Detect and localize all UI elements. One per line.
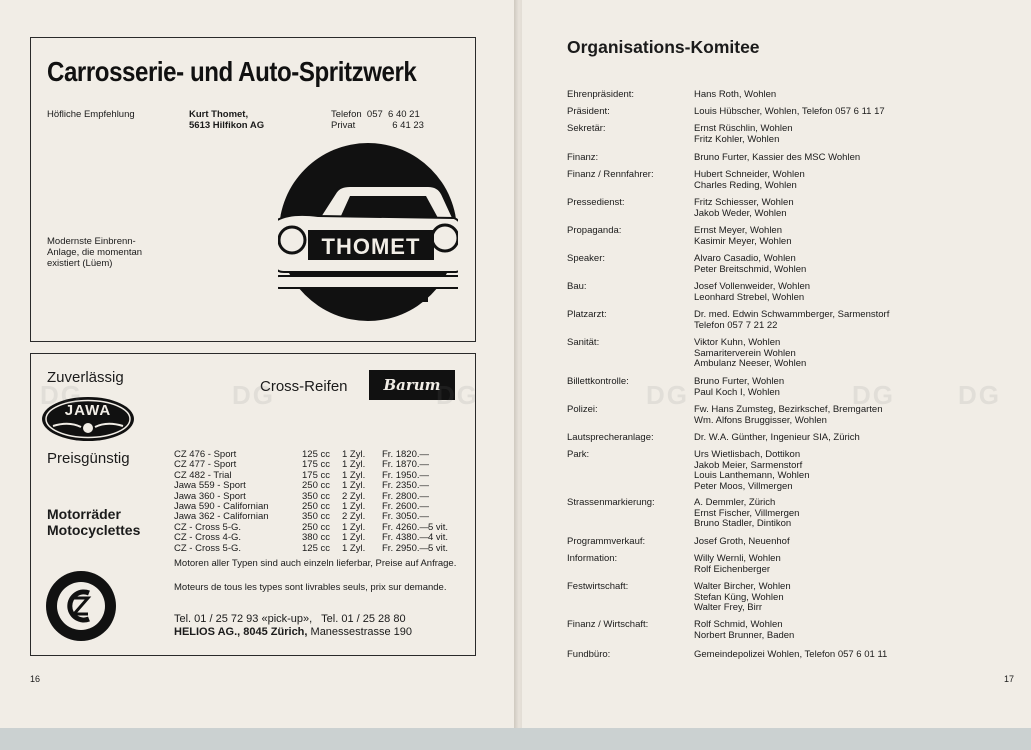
engine-size: 250 cc — [302, 480, 330, 492]
price: Fr. 2350.— — [382, 480, 429, 492]
member-name: Leonhard Strebel, Wohlen — [694, 291, 805, 303]
model-name: Jawa 559 - Sport — [174, 480, 246, 492]
left-page — [0, 0, 518, 728]
member-name: Rolf Schmid, Wohlen — [694, 619, 783, 630]
member-name: Alvaro Casadio, Wohlen — [694, 253, 796, 264]
jawa-advertisement — [30, 353, 476, 656]
price: Fr. 4260.— — [382, 521, 429, 533]
car-logo-illustration — [278, 142, 458, 322]
watermark: DG — [958, 380, 1001, 410]
member-name: Dr. W.A. Günther, Ingenieur SIA, Zürich — [694, 432, 860, 443]
committee-members — [694, 254, 806, 275]
cylinders: 1 Zyl. — [342, 480, 366, 492]
side-note-line: Modernste Einbrenn- — [47, 236, 136, 247]
address-line — [174, 626, 412, 639]
member-name: Viktor Kuhn, Wohlen — [694, 337, 781, 348]
member-name: Peter Breitschmid, Wohlen — [694, 263, 807, 275]
member-name: Wm. Alfons Bruggisser, Wohlen — [694, 414, 827, 426]
model-name: CZ 477 - Sport — [174, 459, 237, 471]
telephone-line: Tel. 01 / 25 72 93 «pick-up», Tel. 01 / 25 28 80 — [174, 613, 406, 625]
committee-members — [694, 124, 793, 145]
committee-role: Programmverkauf: — [567, 536, 646, 547]
member-name: Urs Wietlisbach, Dottikon — [694, 449, 801, 460]
member-name: Gemeindepolizei Wohlen, Telefon 057 6 01 11 — [694, 649, 888, 660]
committee-members — [694, 377, 784, 398]
watermark: DG — [40, 380, 83, 410]
gears — [428, 450, 458, 460]
member-name: Charles Reding, Wohlen — [694, 179, 797, 191]
member-name: Samariterverein Wohlen — [694, 347, 796, 359]
member-name: Bruno Furter, Wohlen — [694, 376, 785, 387]
cylinders: 2 Zyl. — [342, 511, 366, 523]
barum-logo: Barum — [369, 370, 455, 400]
cylinders: 1 Zyl. — [342, 501, 366, 513]
engine-size: 350 cc — [302, 511, 330, 523]
thomet-advertisement — [30, 37, 476, 342]
committee-role: Propaganda: — [567, 225, 622, 236]
private-phone-line: Privat 6 41 23 — [331, 120, 424, 131]
member-name: Bruno Stadler, Dintikon — [694, 518, 792, 530]
scan-background — [0, 728, 1031, 750]
committee-members — [694, 537, 790, 548]
member-name: Walter Bircher, Wohlen — [694, 581, 791, 592]
committee-members — [694, 90, 776, 101]
model-name: Jawa 362 - Californian — [174, 511, 269, 523]
cz-logo — [45, 570, 117, 642]
member-name: Peter Moos, Villmergen — [694, 480, 793, 492]
member-name: Walter Frey, Birr — [694, 602, 763, 614]
gears — [428, 492, 458, 502]
watermark: DG — [646, 380, 689, 410]
committee-role: Finanz: — [567, 152, 599, 163]
watermark: DG — [436, 380, 479, 410]
committee-role: Billettkontrolle: — [567, 376, 629, 387]
gears — [428, 481, 458, 491]
member-name: Willy Wernli, Wohlen — [694, 553, 781, 564]
member-name: Ambulanz Neeser, Wohlen — [694, 358, 807, 370]
model-row — [174, 544, 458, 554]
committee-role: Pressedienst: — [567, 197, 625, 208]
committee-role: Park: — [567, 449, 590, 460]
member-name: Rolf Eichenberger — [694, 563, 771, 575]
member-name: Telefon 057 7 21 22 — [694, 319, 778, 331]
price: Fr. 1820.— — [382, 449, 429, 460]
committee-members — [694, 433, 860, 444]
member-name: Jakob Weder, Wohlen — [694, 207, 787, 219]
member-name: A. Demmler, Zürich — [694, 497, 776, 508]
model-name: CZ 482 - Trial — [174, 469, 232, 481]
committee-role: Sanität: — [567, 337, 600, 348]
watermark: DG — [232, 380, 275, 410]
jawa-brand-text: JAWA — [64, 402, 112, 419]
committee-role: Präsident: — [567, 106, 610, 117]
committee-role: Sekretär: — [567, 123, 606, 134]
tagline-affordable: Preisgünstig — [47, 450, 130, 467]
cylinders: 1 Zyl. — [342, 532, 366, 544]
committee-role: Finanz / Wirtschaft: — [567, 619, 649, 630]
member-name: Kasimir Meyer, Wohlen — [694, 235, 792, 247]
member-name: Ernst Fischer, Villmergen — [694, 507, 800, 519]
phone-line: Telefon 057 6 40 21 — [331, 109, 420, 120]
page-number-right: 17 — [1004, 674, 1015, 684]
committee-role: Platzarzt: — [567, 309, 607, 320]
committee-members — [694, 107, 885, 118]
gears: 4 vit. — [428, 532, 449, 544]
gears — [428, 471, 458, 481]
gears — [428, 460, 458, 470]
motorcycle-heading — [47, 506, 140, 538]
member-name: Ernst Rüschlin, Wohlen — [694, 123, 793, 134]
price: Fr. 2950.— — [382, 542, 429, 554]
member-name: Dr. med. Edwin Schwammberger, Sarmenstorf — [694, 309, 890, 320]
committee-role: Lautsprecheranlage: — [567, 432, 654, 443]
cylinders: 2 Zyl. — [342, 490, 366, 502]
cylinders: 1 Zyl. — [342, 449, 366, 460]
price: Fr. 4380.— — [382, 532, 429, 544]
greeting-text: Höfliche Empfehlung — [47, 109, 135, 120]
member-name: Jakob Meier, Sarmenstorf — [694, 459, 803, 471]
heading-german: Motorräder — [47, 506, 121, 522]
committee-members — [694, 226, 792, 247]
committee-members — [694, 582, 791, 614]
company-name: HELIOS AG., 8045 Zürich, — [174, 626, 308, 638]
jawa-logo — [41, 395, 135, 443]
committee-members — [694, 554, 781, 575]
price: Fr. 1950.— — [382, 469, 429, 481]
model-name: Jawa 590 - Californian — [174, 501, 269, 513]
committee-members — [694, 405, 882, 426]
engines-note-german: Motoren aller Typen sind auch einzeln lieferbar, Preise auf Anfrage. — [174, 558, 457, 569]
price: Fr. 2800.— — [382, 490, 429, 502]
committee-role: Festwirtschaft: — [567, 581, 629, 592]
engine-size: 380 cc — [302, 532, 330, 544]
cylinders: 1 Zyl. — [342, 469, 366, 481]
model-price-list — [174, 450, 458, 554]
member-name: Louis Hübscher, Wohlen, Telefon 057 6 11 17 — [694, 106, 885, 117]
member-name: Louis Lanthemann, Wohlen — [694, 470, 810, 482]
page-title: Organisations-Komitee — [567, 37, 760, 57]
committee-members — [694, 153, 860, 164]
member-name: Fritz Schiesser, Wohlen — [694, 197, 794, 208]
watermark: DG — [852, 380, 895, 410]
price: Fr. 3050.— — [382, 511, 429, 523]
member-name: Hans Roth, Wohlen — [694, 89, 777, 100]
committee-members — [694, 338, 806, 370]
side-note-line: existiert (Lüem) — [47, 258, 113, 269]
committee-members — [694, 282, 810, 303]
member-name: Fw. Hans Zumsteg, Bezirkschef, Bremgarten — [694, 404, 883, 415]
committee-role: Ehrenpräsident: — [567, 89, 635, 100]
committee-members — [694, 498, 799, 530]
committee-members — [694, 198, 794, 219]
model-name: CZ - Cross 5-G. — [174, 542, 242, 554]
engines-note-french: Moteurs de tous les types sont livrables seuls, prix sur demande. — [174, 582, 447, 593]
cylinders: 1 Zyl. — [342, 542, 366, 554]
committee-role: Finanz / Rennfahrer: — [567, 169, 654, 180]
engine-size: 125 cc — [302, 449, 330, 460]
member-name: Ernst Meyer, Wohlen — [694, 225, 783, 236]
member-name: Josef Vollenweider, Wohlen — [694, 281, 811, 292]
gears: 5 vit. — [428, 542, 449, 554]
engine-size: 175 cc — [302, 459, 330, 471]
engine-size: 350 cc — [302, 490, 330, 502]
model-name: Jawa 360 - Sport — [174, 490, 246, 502]
model-name: CZ - Cross 4-G. — [174, 532, 242, 544]
gears — [428, 502, 458, 512]
committee-role: Information: — [567, 553, 618, 564]
tagline-reliable: Zuverlässig — [47, 369, 124, 386]
member-name: Josef Groth, Neuenhof — [694, 536, 790, 547]
contact-name: Kurt Thomet, — [189, 109, 249, 120]
member-name: Stefan Küng, Wohlen — [694, 591, 784, 603]
committee-role: Polizei: — [567, 404, 598, 415]
price: Fr. 2600.— — [382, 501, 429, 513]
heading-french: Motocyclettes — [47, 522, 141, 538]
member-name: Hubert Schneider, Wohlen — [694, 169, 805, 180]
thomet-headline: Carrosserie- und Auto-Spritzwerk — [47, 56, 417, 87]
contact-city: 5613 Hilfikon AG — [189, 120, 265, 131]
price: Fr. 1870.— — [382, 459, 429, 471]
model-name: CZ - Cross 5-G. — [174, 521, 242, 533]
street-address: Manessestrasse 190 — [307, 626, 413, 638]
committee-members — [694, 450, 810, 492]
cylinders: 1 Zyl. — [342, 459, 366, 471]
right-page — [522, 0, 1031, 728]
member-name: Bruno Furter, Kassier des MSC Wohlen — [694, 152, 861, 163]
cylinders: 1 Zyl. — [342, 521, 366, 533]
committee-members — [694, 620, 794, 641]
member-name: Paul Koch I, Wohlen — [694, 386, 780, 398]
committee-role: Strassenmarkierung: — [567, 497, 655, 508]
committee-members — [694, 170, 805, 191]
committee-members — [694, 650, 887, 661]
engine-size: 250 cc — [302, 521, 330, 533]
engine-size: 175 cc — [302, 469, 330, 481]
model-name: CZ 476 - Sport — [174, 449, 237, 460]
committee-members — [694, 310, 889, 331]
thomet-logo-text: THOMET — [321, 234, 421, 259]
page-number-left: 16 — [30, 674, 41, 684]
member-name: Norbert Brunner, Baden — [694, 629, 795, 641]
committee-role: Bau: — [567, 281, 587, 292]
committee-role: Speaker: — [567, 253, 606, 264]
engine-size: 125 cc — [302, 542, 330, 554]
member-name: Fritz Kohler, Wohlen — [694, 133, 780, 145]
engine-size: 250 cc — [302, 501, 330, 513]
gears: 5 vit. — [428, 521, 449, 533]
side-note-line: Anlage, die momentan — [47, 247, 143, 258]
committee-role: Fundbüro: — [567, 649, 611, 660]
tyres-label: Cross-Reifen — [260, 378, 348, 395]
